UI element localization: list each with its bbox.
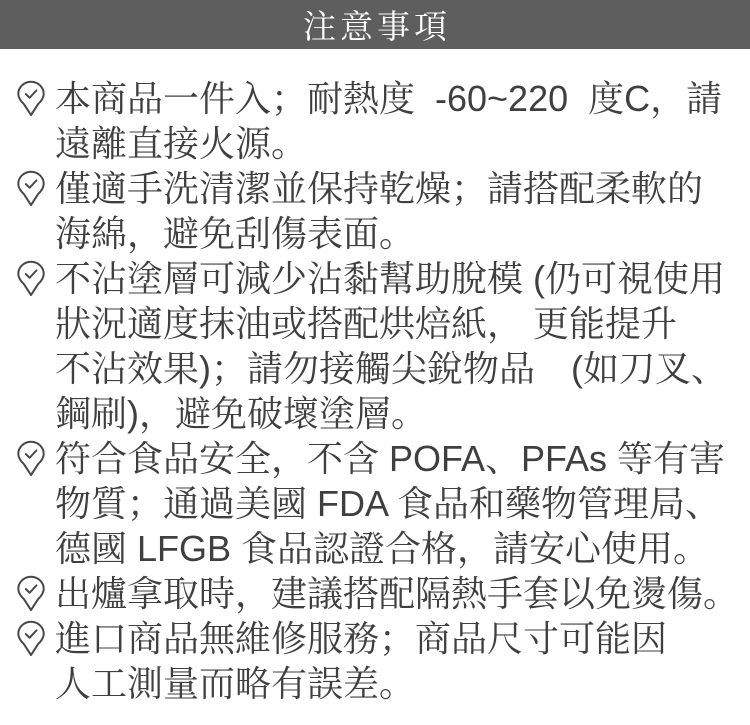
notice-line: 出爐拿取時，建議搭配隔熱手套以免燙傷。 — [55, 573, 740, 614]
section-title: 注意事項 — [303, 8, 451, 45]
notice-line: 本商品一件入；耐熱度 -60~220 度C，請 — [55, 78, 723, 119]
notice-text — [55, 166, 740, 256]
notice-text — [55, 76, 740, 166]
check-pin-icon — [16, 170, 46, 207]
notice-line: 不沾效果)；請勿接觸尖銳物品 (如刀叉、 — [55, 348, 727, 389]
section-header — [0, 0, 750, 49]
notice-item — [16, 571, 740, 616]
check-pin-icon — [16, 575, 46, 612]
notice-text — [55, 616, 740, 706]
notice-line: 狀況適度抹油或搭配烘焙紙， 更能提升 — [55, 303, 678, 344]
notice-text — [55, 571, 740, 616]
notice-line: 人工測量而略有誤差。 — [55, 663, 416, 704]
notice-line: 物質；通過美國 FDA 食品和藥物管理局、 — [55, 483, 722, 524]
notice-line: 符合食品安全，不含 POFA、PFAs 等有害 — [55, 438, 726, 479]
notice-line: 鋼刷)，避免破壞塗層。 — [55, 393, 427, 434]
notice-item — [16, 616, 740, 706]
notice-list — [0, 49, 750, 706]
check-pin-icon — [16, 80, 46, 117]
check-pin-icon — [16, 440, 46, 477]
notice-line: 僅適手洗清潔並保持乾燥；請搭配柔軟的 — [55, 168, 704, 209]
notice-line: 海綿，避免刮傷表面。 — [55, 213, 416, 254]
check-pin-icon — [16, 260, 46, 297]
notice-line: 不沾塗層可減少沾黏幫助脫模 (仍可視使用 — [55, 258, 725, 299]
notice-item — [16, 256, 740, 436]
notice-item — [16, 76, 740, 166]
notice-item — [16, 436, 740, 571]
notice-line: 德國 LFGB 食品認證合格，請安心使用。 — [55, 528, 710, 569]
notice-item — [16, 166, 740, 256]
notice-line: 遠離直接火源。 — [55, 123, 308, 164]
notice-text — [55, 256, 740, 436]
notice-text — [55, 436, 740, 571]
notice-line: 進口商品無維修服務；商品尺寸可能因 — [55, 618, 668, 659]
check-pin-icon — [16, 620, 46, 657]
